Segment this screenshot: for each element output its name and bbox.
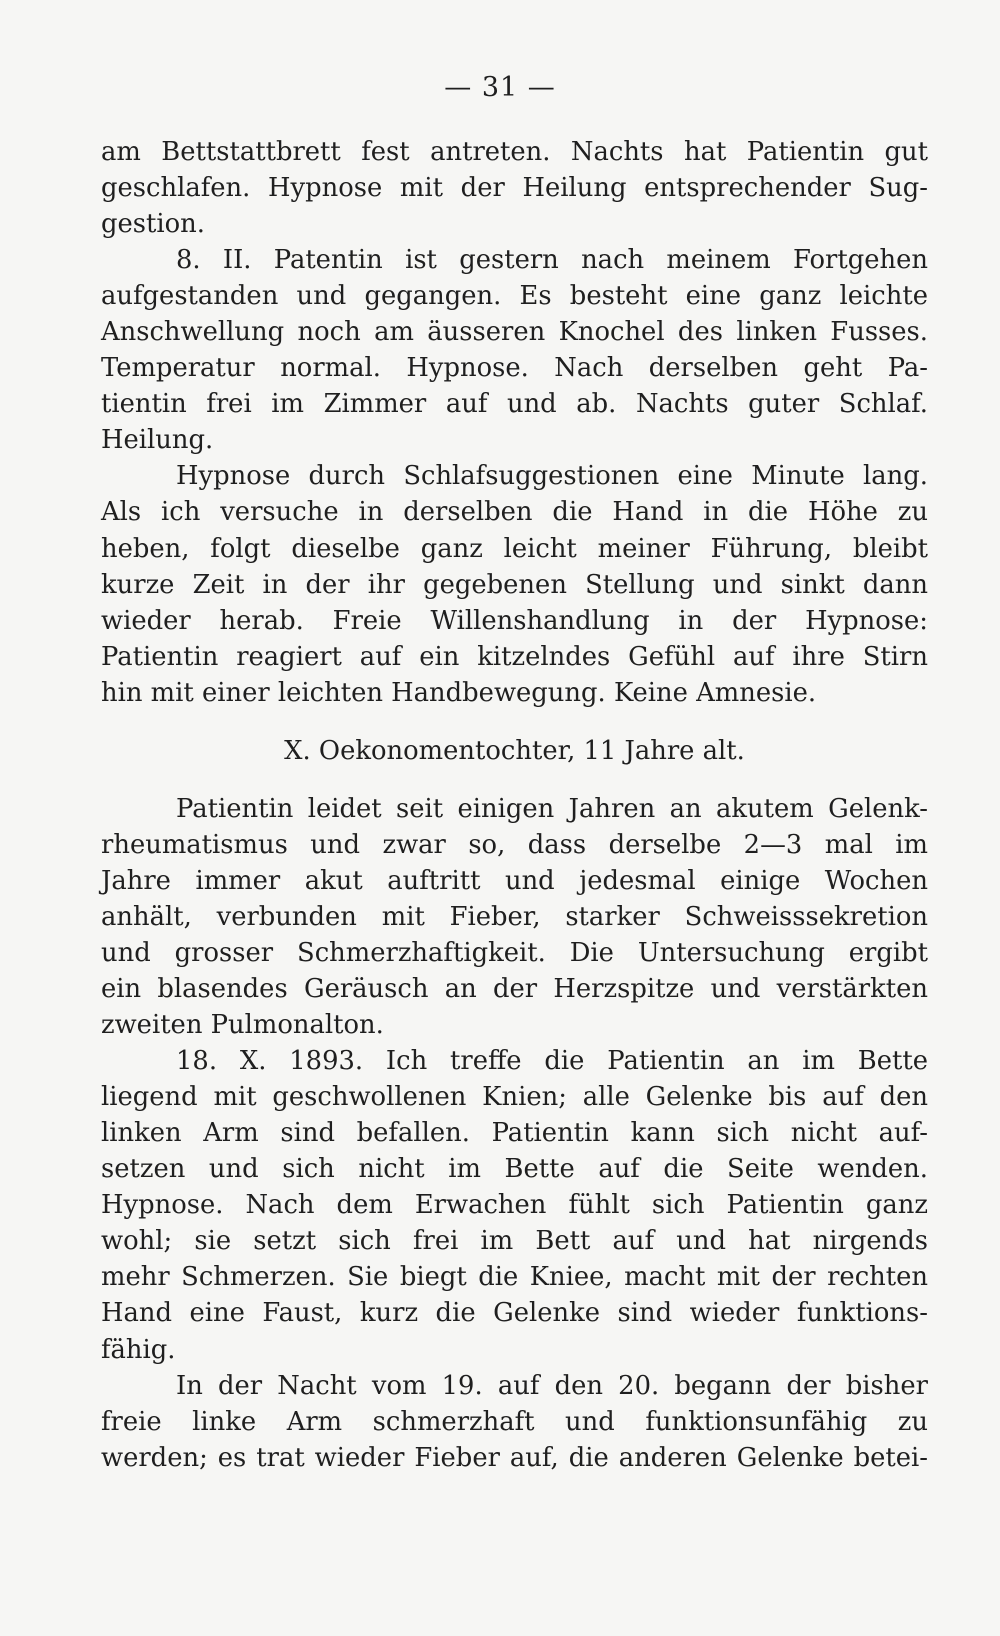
text-line: liegend mit geschwollenen Knien; alle Gelenke bis auf den [101, 1082, 928, 1113]
text-line: aufgestanden und gegangen. Es besteht eine ganz leichte [101, 281, 928, 312]
text-line: werden; es trat wieder Fieber auf, die anderen Gelenke betei- [101, 1442, 928, 1473]
text-line: ein blasendes Geräusch an der Herzspitze und verstärkten [101, 974, 928, 1005]
text-line: anhält, verbunden mit Fieber, starker Schweisssekretion [101, 901, 928, 932]
text-line: tientin frei im Zimmer auf und ab. Nachts guter Schlaf. [101, 389, 928, 420]
text-line: rheumatismus und zwar so, dass derselbe 2—3 mal im [101, 829, 928, 860]
text-line: wohl; sie setzt sich frei im Bett auf und hat nirgends [101, 1226, 928, 1257]
text-line: und grosser Schmerzhaftigkeit. Die Untersuchung ergibt [101, 937, 928, 968]
text-line: gestion. [101, 209, 205, 240]
text-line: In der Nacht vom 19. auf den 20. begann der bisher [176, 1370, 928, 1401]
text-line: 8. II. Patentin ist gestern nach meinem Fortgehen [176, 245, 928, 276]
text-line: wieder herab. Freie Willenshandlung in der Hypnose: [101, 605, 928, 636]
text-line: Hypnose durch Schlafsuggestionen eine Minute lang. [176, 461, 928, 492]
text-line: heben, folgt dieselbe ganz leicht meiner Führung, bleibt [101, 533, 928, 564]
case-heading: X. Oekonomentochter, 11 Jahre alt. [284, 735, 745, 766]
text-line: linken Arm sind befallen. Patientin kann sich nicht auf- [101, 1118, 928, 1149]
text-line: kurze Zeit in der ihr gegebenen Stellung und sinkt dann [101, 569, 928, 600]
text-line: zweiten Pulmonalton. [101, 1010, 384, 1041]
text-line: Als ich versuche in derselben die Hand in die Höhe zu [101, 497, 928, 528]
text-line: Temperatur normal. Hypnose. Nach derselben geht Pa- [101, 353, 928, 384]
text-line: fähig. [101, 1334, 176, 1365]
text-line: hin mit einer leichten Handbewegung. Keine Amnesie. [101, 677, 817, 708]
text-line: Jahre immer akut auftritt und jedesmal einige Wochen [101, 865, 928, 896]
text-line: am Bettstattbrett fest antreten. Nachts hat Patientin gut [101, 137, 928, 167]
body-text [101, 134, 928, 1476]
page-number: — 31 — [444, 72, 556, 103]
text-line: Heilung. [101, 425, 214, 456]
text-line: mehr Schmerzen. Sie biegt die Kniee, macht mit der rechten [101, 1262, 928, 1293]
text-line: geschlafen. Hypnose mit der Heilung entsprechender Sug- [101, 173, 928, 204]
text-line: Hypnose. Nach dem Erwachen fühlt sich Patientin ganz [101, 1190, 928, 1221]
text-line: Patientin reagiert auf ein kitzelndes Gefühl auf ihre Stirn [101, 641, 928, 672]
text-line: Patientin leidet seit einigen Jahren an akutem Gelenk- [176, 793, 928, 824]
text-line: Hand eine Faust, kurz die Gelenke sind wieder funktions- [101, 1298, 928, 1329]
text-line: setzen und sich nicht im Bette auf die Seite wenden. [101, 1154, 928, 1185]
text-line: freie linke Arm schmerzhaft und funktionsunfähig zu [101, 1406, 928, 1437]
text-line: Anschwellung noch am äusseren Knochel des linken Fusses. [101, 317, 928, 348]
text-line: 18. X. 1893. Ich treffe die Patientin an im Bette [176, 1046, 928, 1077]
